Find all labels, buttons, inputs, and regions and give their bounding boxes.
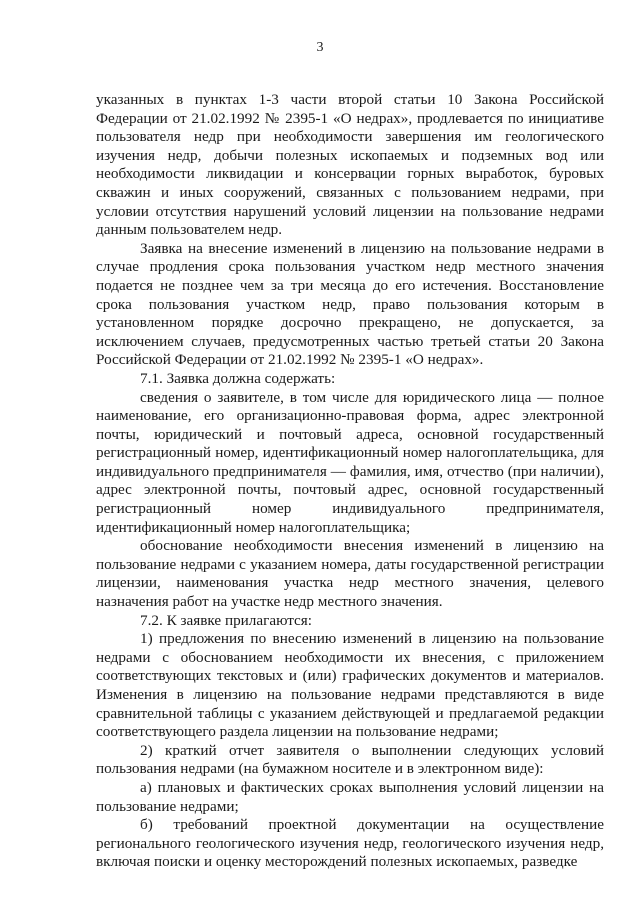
paragraph-7-1-heading: 7.1. Заявка должна содержать:: [140, 369, 336, 387]
paragraph-justification: обоснование необходимости внесения изменений в лицензию на пользование недрами с указанием номера, даты государственной регистрации лицензии, наименования участка недр местного значения, целевого назначения работ на участке недр местного значения.: [96, 537, 604, 611]
paragraph-subitem-a: а) плановых и фактических сроках выполнения условий лицензии на пользование недрами;: [96, 778, 604, 815]
document-body: [96, 91, 604, 872]
paragraph-applicant-details: сведения о заявителе, в том числе для юридического лица — полное наименование, его организационно-правовая форма, адрес электронной почты, юридический и почтовый адреса, основной государственный регистрационный номер, идентификационный номер налогоплательщика, для индивидуального предпринимателя — фамилия, имя, отчество (при наличии), адрес электронной почты, почтовый адрес, основной государственный регистрационный номер индивидуального предпринимателя, идентификационный номер налогоплательщика;: [96, 388, 604, 536]
page-number: 3: [316, 40, 324, 55]
paragraph-7-2-heading: 7.2. К заявке прилагаются:: [140, 611, 312, 629]
paragraph-item-1-proposals: 1) предложения по внесению изменений в лицензию на пользование недрами с обоснованием необходимости их внесения, с приложением соответствующих текстовых и (или) графических документов и материалов. Изменения в лицензию на пользование недрами представляются в виде сравнительной таблицы с указанием действующей и предлагаемой редакции соответствующего раздела лицензии на пользование недрами;: [96, 630, 604, 741]
paragraph-license-extension-conditions: указанных в пунктах 1-3 части второй статьи 10 Закона Российской Федерации от 21.02.1992 № 2395-1 «О недрах», продлевается по инициативе пользователя недр при необходимости завершения им геологического изучения недр, добычи полезных ископаемых и подземных вод или необходимости ликвидации и консервации горных выработок, буровых скважин и иных сооружений, связанных с пользованием недрами, при условии отсутствия нарушений условий лицензии на пользование недрами данным пользователем недр.: [96, 91, 604, 239]
paragraph-item-2-report: 2) краткий отчет заявителя о выполнении следующих условий пользования недрами (на бумажном носителе и в электронном виде):: [96, 741, 604, 778]
paragraph-extension-application-deadline: Заявка на внесение изменений в лицензию на пользование недрами в случае продления срока пользования участком недр местного значения подается не позднее чем за три месяца до его истечения. Восстановление срока пользования участком недр, право пользования которым в установленном порядке досрочно прекращено, не допускается, за исключением случаев, предусмотренных частью третьей статьи 20 Закона Российской Федерации от 21.02.1992 № 2395-1 «О недрах».: [96, 239, 604, 369]
paragraph-subitem-b: б) требований проектной документации на осуществление регионального геологического изучения недр, геологического изучения недр, включая поиски и оценку месторождений полезных ископаемых, разведке: [96, 816, 604, 871]
